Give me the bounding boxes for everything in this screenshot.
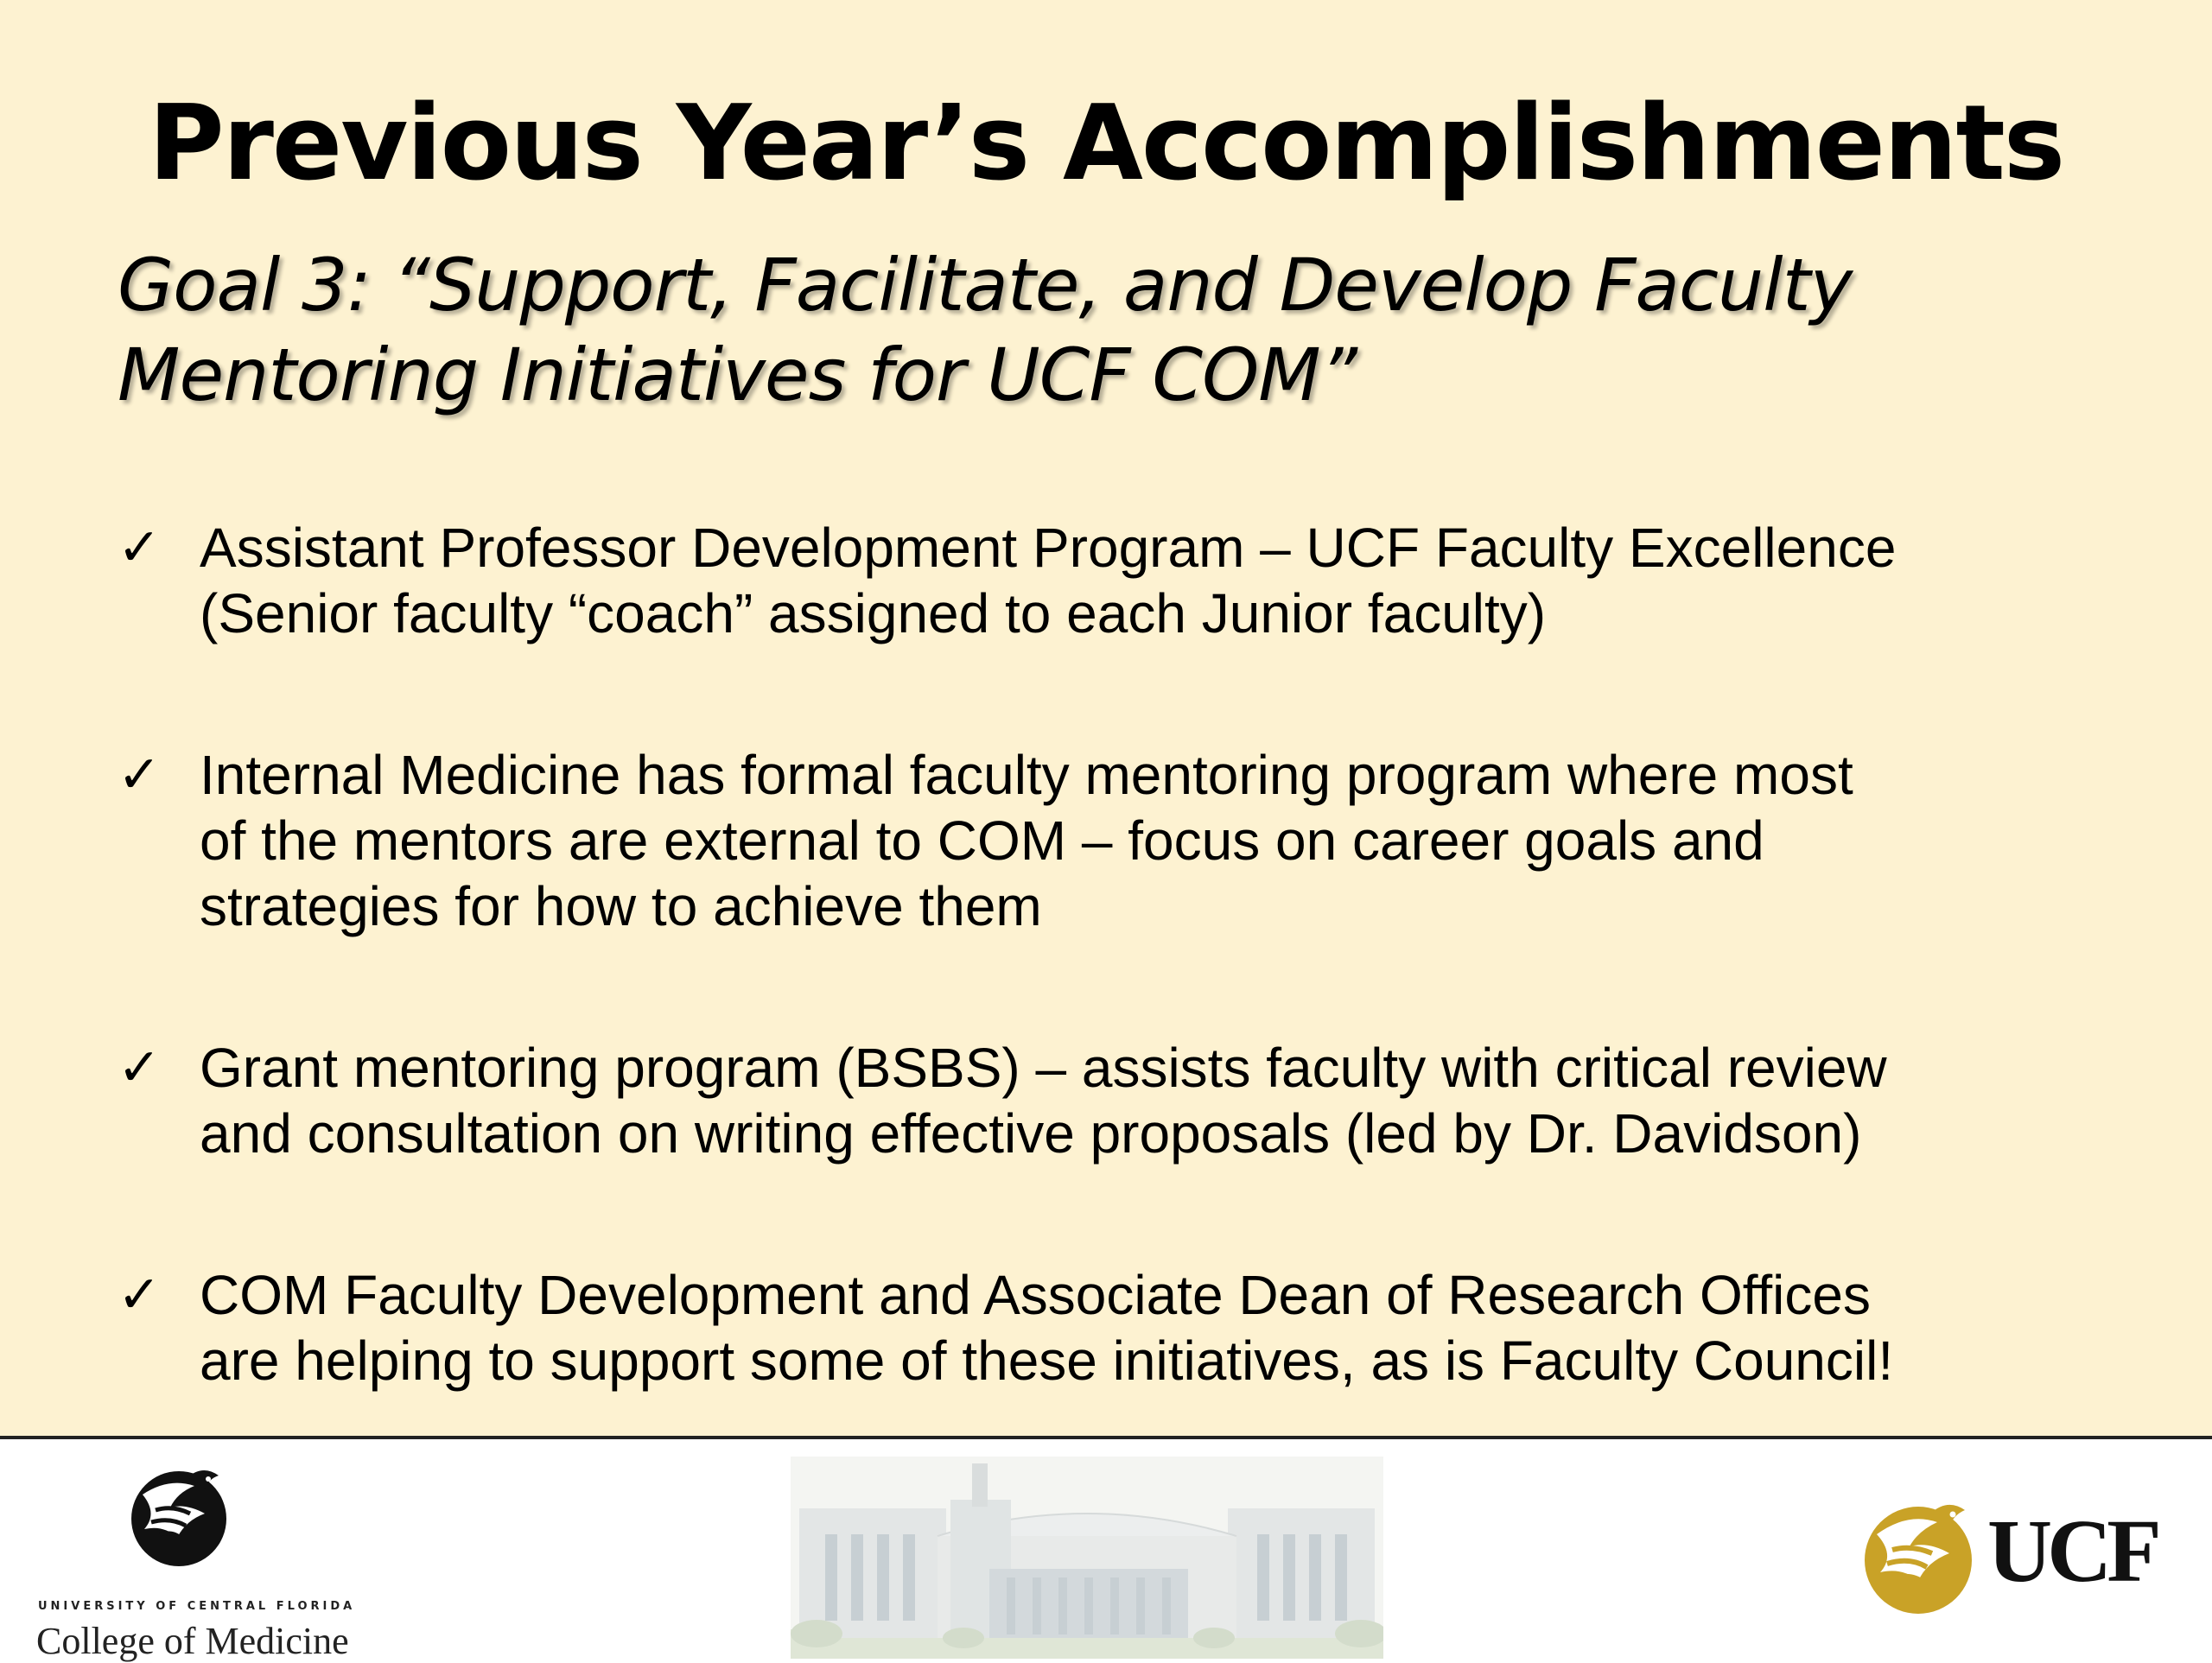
footer (0, 1439, 2212, 1662)
bullet-line: Assistant Professor Development Program – UCF Faculty Excellence (200, 517, 1897, 579)
building-image (791, 1457, 1383, 1659)
bullet-item-faculty-development (118, 1262, 2131, 1393)
bullet-line: Grant mentoring program (BSBS) – assists faculty with critical review (200, 1037, 1887, 1099)
bullet-line: (Senior faculty “coach” assigned to each Junior faculty) (200, 582, 1547, 644)
bullet-line: Internal Medicine has formal faculty mentoring program where most (200, 744, 1853, 806)
university-name: UNIVERSITY OF CENTRAL FLORIDA (38, 1600, 356, 1613)
bullet-line: strategies for how to achieve them (200, 875, 1042, 937)
checkmark-icon: ✓ (118, 1265, 162, 1325)
checkmark-icon: ✓ (118, 745, 162, 805)
bullet-line: are helping to support some of these initiatives, as is Faculty Council! (200, 1330, 1894, 1392)
pegasus-icon (125, 1460, 238, 1572)
bullet-item-internal-medicine (118, 742, 2131, 939)
bullet-list (118, 515, 2131, 1489)
bullet-item-grant-mentoring (118, 1035, 2131, 1166)
checkmark-icon: ✓ (118, 1038, 162, 1098)
ucf-wordmark: UCF (1987, 1501, 2157, 1601)
college-name: College of Medicine (36, 1620, 349, 1662)
bullet-line: of the mentors are external to COM – focus on career goals and (200, 809, 1764, 872)
goal-heading: Goal 3: “Support, Facilitate, and Develop Faculty Mentoring Initiatives for UCF COM” (118, 243, 1853, 417)
slide-title: Previous Year’s Accomplishments (148, 84, 2064, 204)
bullet-line: COM Faculty Development and Associate Dean of Research Offices (200, 1264, 1871, 1326)
college-of-medicine-logo (35, 1460, 356, 1662)
bullet-line: and consultation on writing effective proposals (led by Dr. Davidson) (200, 1102, 1862, 1165)
checkmark-icon: ✓ (118, 517, 162, 578)
bullet-item-assistant-professor (118, 515, 2131, 646)
ucf-logo (1858, 1493, 2186, 1622)
pegasus-gold-icon (1858, 1493, 1987, 1622)
